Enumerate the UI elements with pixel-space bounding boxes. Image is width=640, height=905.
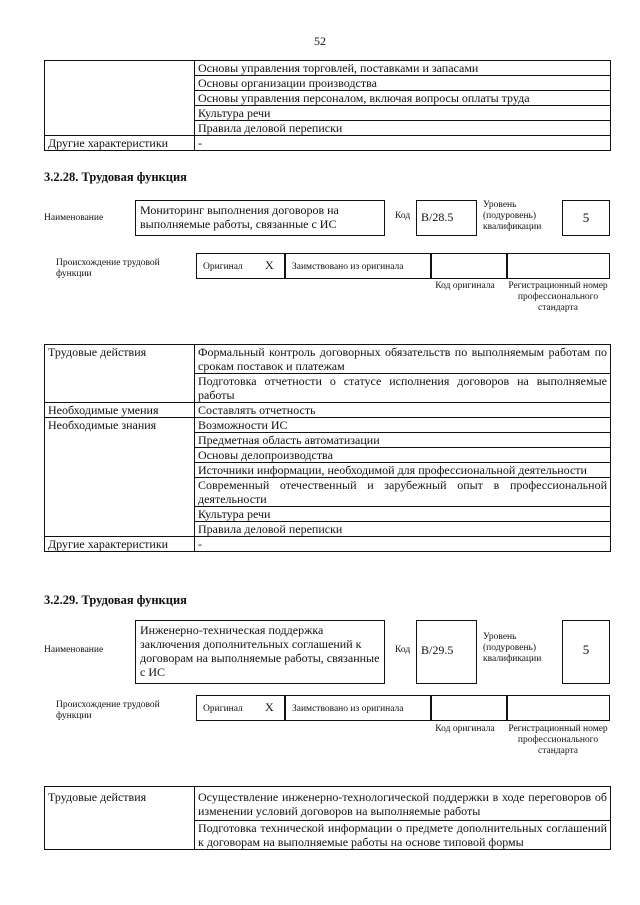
top-knowledge-table	[44, 60, 611, 151]
level-label: Уровень (подуровень) квалификации	[483, 200, 542, 232]
original-cell	[196, 253, 285, 279]
borrowed-cell	[285, 695, 431, 721]
knowledge-row: Современный отечественный и зарубежный опыт в профессиональной деятельности	[195, 478, 611, 507]
borrowed-label: Заимствовано из оригинала	[292, 262, 404, 272]
other-characteristics-label: Другие характеристики	[45, 537, 195, 552]
page-number: 52	[314, 34, 326, 48]
original-mark: X	[265, 700, 274, 714]
borrowed-label: Заимствовано из оригинала	[292, 704, 404, 714]
skill-row: Составлять отчетность	[195, 403, 611, 418]
knowledge-row: Основы управления персоналом, включая вопросы оплаты труда	[195, 91, 611, 106]
original-mark: X	[265, 258, 274, 272]
code-box: B/28.5	[416, 200, 477, 236]
code-label: Код	[395, 211, 411, 221]
name-label: Наименование	[44, 645, 104, 655]
reg-number-cell	[507, 253, 610, 279]
reg-number-label: Регистрационный номер профессионального стандарта	[508, 281, 608, 313]
actions-label: Трудовые действия	[45, 345, 195, 403]
original-cell	[196, 695, 285, 721]
code-box: B/29.5	[416, 620, 477, 684]
name-label: Наименование	[44, 213, 104, 223]
code-original-cell	[431, 695, 507, 721]
knowledge-row: Основы делопроизводства	[195, 448, 611, 463]
knowledge-row: Возможности ИС	[195, 418, 611, 433]
function-29-table	[44, 786, 611, 850]
knowledge-row: Культура речи	[195, 106, 611, 121]
code-original-label: Код оригинала	[435, 281, 495, 291]
skills-label: Необходимые умения	[45, 403, 195, 418]
code-label: Код	[395, 645, 411, 655]
section-heading-3-2-28: 3.2.28. Трудовая функция	[44, 170, 187, 184]
origin-label: Происхождение трудовой функции	[56, 258, 160, 279]
code-original-cell	[431, 253, 507, 279]
level-box: 5	[562, 620, 610, 684]
action-row: Формальный контроль договорных обязательств по выполняемым работам по срокам поставок и платежам	[195, 345, 611, 374]
other-characteristics-value: -	[195, 537, 611, 552]
function-name-box: Инженерно-техническая поддержка заключения дополнительных соглашений к договорам на выполняемые работы, связанные с ИС	[135, 620, 385, 684]
reg-number-label: Регистрационный номер профессионального стандарта	[508, 724, 608, 756]
other-characteristics-label: Другие характеристики	[45, 136, 195, 151]
knowledge-row: Основы управления торговлей, поставками и запасами	[195, 61, 611, 76]
action-row: Подготовка отчетности о статусе исполнения договоров на выполняемые работы	[195, 374, 611, 403]
original-label: Оригинал	[203, 262, 243, 272]
original-label: Оригинал	[203, 704, 243, 714]
function-28-table	[44, 344, 611, 552]
knowledge-label-cell	[45, 61, 195, 136]
knowledge-label: Необходимые знания	[45, 418, 195, 537]
section-heading-3-2-29: 3.2.29. Трудовая функция	[44, 593, 187, 607]
borrowed-cell	[285, 253, 431, 279]
knowledge-row: Основы организации производства	[195, 76, 611, 91]
action-row: Осуществление инженерно-технологической поддержки в ходе переговоров об изменении условий договоров на выполняемые работы	[195, 787, 611, 821]
code-original-label: Код оригинала	[435, 724, 495, 734]
knowledge-row: Источники информации, необходимой для профессиональной деятельности	[195, 463, 611, 478]
knowledge-row: Правила деловой переписки	[195, 121, 611, 136]
action-row: Подготовка технической информации о предмете дополнительных соглашений к договорам на выполняемые работы на основе типовой формы	[195, 821, 611, 850]
level-box: 5	[562, 200, 610, 236]
knowledge-row: Культура речи	[195, 507, 611, 522]
knowledge-row: Правила деловой переписки	[195, 522, 611, 537]
function-name-box: Мониторинг выполнения договоров на выполняемые работы, связанные с ИС	[135, 200, 385, 236]
origin-label: Происхождение трудовой функции	[56, 700, 160, 721]
level-label: Уровень (подуровень) квалификации	[483, 632, 542, 664]
reg-number-cell	[507, 695, 610, 721]
actions-label: Трудовые действия	[45, 787, 195, 850]
other-characteristics-value: -	[195, 136, 611, 151]
knowledge-row: Предметная область автоматизации	[195, 433, 611, 448]
